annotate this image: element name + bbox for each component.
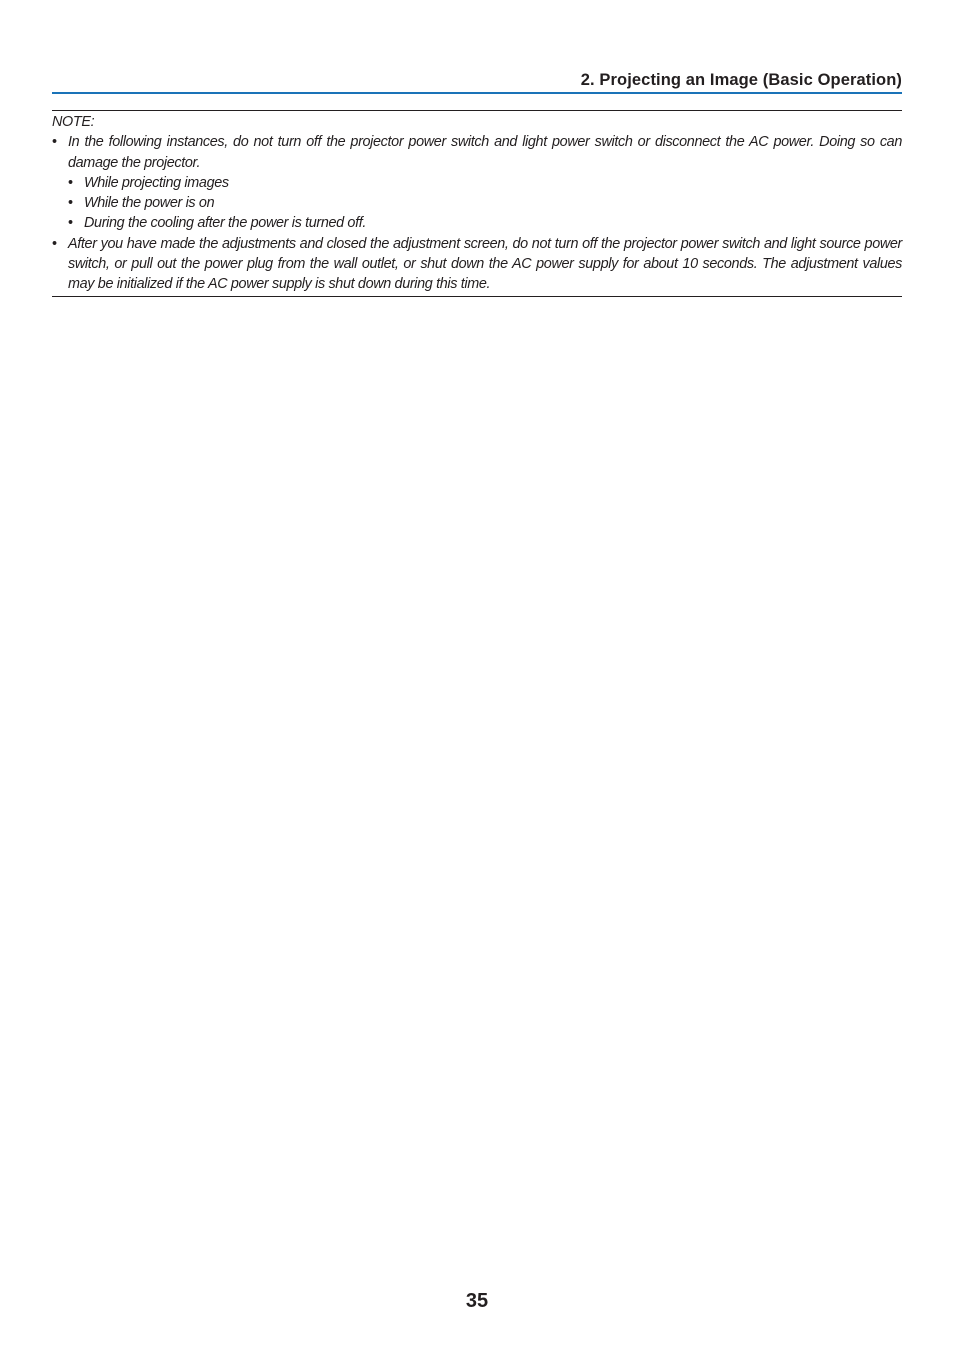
section-title: 2. Projecting an Image (Basic Operation) xyxy=(580,71,902,89)
note-sub-item xyxy=(52,213,902,233)
note-top-divider xyxy=(52,110,902,111)
bullet-icon: • xyxy=(52,235,57,252)
header-divider xyxy=(52,92,902,94)
note-block xyxy=(52,112,902,295)
note-item xyxy=(52,132,902,173)
note-sub-item-text: During the cooling after the power is turned off. xyxy=(84,215,367,232)
note-item-text: In the following instances, do not turn off the projector power switch and light power switch or disconnect the AC power. Doing so can damage the projector. xyxy=(68,134,902,171)
note-bottom-divider xyxy=(52,296,902,297)
bullet-icon: • xyxy=(52,134,57,151)
note-item xyxy=(52,234,902,295)
note-label: NOTE: xyxy=(52,114,95,130)
note-sub-item xyxy=(52,173,902,193)
bullet-icon: • xyxy=(68,215,73,232)
bullet-icon: • xyxy=(68,174,73,191)
note-sub-item xyxy=(52,193,902,213)
bullet-icon: • xyxy=(68,195,73,212)
note-sub-item-text: While the power is on xyxy=(84,195,215,212)
note-sub-item-text: While projecting images xyxy=(84,174,229,191)
note-item-text: After you have made the adjustments and closed the adjustment screen, do not turn off the projector power switch and light source power switch, or pull out the power plug from the wall outlet, or shut down the AC power supply for about 10 seconds. The adjustment values may be initialized if the AC power supply is shut down during this time. xyxy=(68,235,902,293)
page-number: 35 xyxy=(465,1290,489,1312)
